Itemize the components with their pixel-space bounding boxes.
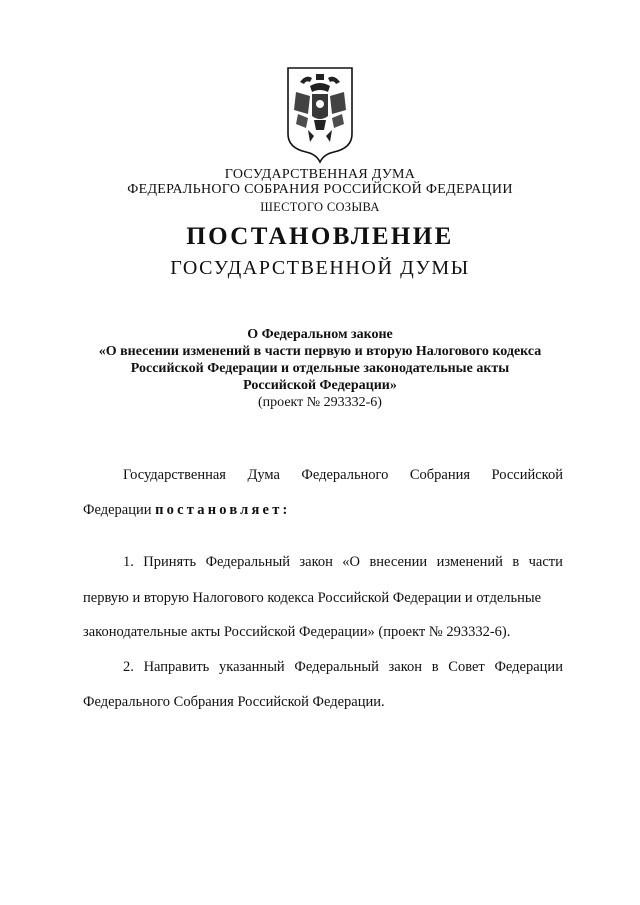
word: Принять <box>143 554 197 570</box>
preamble-text: Федерации <box>83 502 156 518</box>
word: Собрания <box>409 467 471 483</box>
word: 1. <box>123 554 134 570</box>
convocation: ШЕСТОГО СОЗЫВА <box>260 200 380 214</box>
subject-line3: Российской Федерации и отдельные законодательные акты <box>130 361 510 376</box>
word: Федерации <box>494 659 563 675</box>
resolves-word: постановляет: <box>155 502 291 518</box>
word: в <box>431 659 439 675</box>
word: Федеральный <box>294 659 379 675</box>
clause1-line1 <box>123 554 563 571</box>
subject-line1: О Федеральном законе <box>247 327 393 342</box>
word: Федеральный <box>205 554 290 570</box>
preamble-line2 <box>83 502 563 519</box>
clause2-line2: Федерального Собрания Российской Федерации. <box>83 694 385 710</box>
word: Государственная <box>123 467 226 483</box>
word: закон <box>299 554 333 570</box>
preamble-line1 <box>123 467 563 484</box>
word: изменений <box>436 554 503 570</box>
clause1-line2: первую и вторую Налогового кодекса Российской Федерации и отдельные <box>83 590 542 606</box>
word: 2. <box>123 659 134 675</box>
word: части <box>528 554 563 570</box>
clause1-line3: законодательные акты Российской Федерации» (проект № 293332-6). <box>83 624 511 640</box>
org-name-line2: ФЕДЕРАЛЬНОГО СОБРАНИЯ РОССИЙСКОЙ ФЕДЕРАЦИИ <box>127 182 513 197</box>
subject-line2: «О внесении изменений в части первую и вторую Налогового кодекса <box>98 344 542 359</box>
document-issuer: ГОСУДАРСТВЕННОЙ ДУМЫ <box>170 257 470 279</box>
org-name-line1: ГОСУДАРСТВЕННАЯ ДУМА <box>224 167 416 182</box>
word: «О <box>342 554 361 570</box>
subject-line4: Российской Федерации» <box>243 378 397 393</box>
word: Российской <box>491 467 563 483</box>
word: внесении <box>369 554 428 570</box>
word: в <box>512 554 520 570</box>
word: закон <box>388 659 423 675</box>
document-type-title: ПОСТАНОВЛЕНИЕ <box>186 223 454 250</box>
word: Федерального <box>301 467 389 483</box>
word: Совет <box>448 659 485 675</box>
word: Дума <box>247 467 280 483</box>
coat-of-arms-icon <box>280 62 360 164</box>
project-number: (проект № 293332-6) <box>258 395 382 410</box>
word: Направить <box>143 659 210 675</box>
word: указанный <box>219 659 285 675</box>
clause2-line1 <box>123 659 563 676</box>
subject-block <box>60 326 580 411</box>
